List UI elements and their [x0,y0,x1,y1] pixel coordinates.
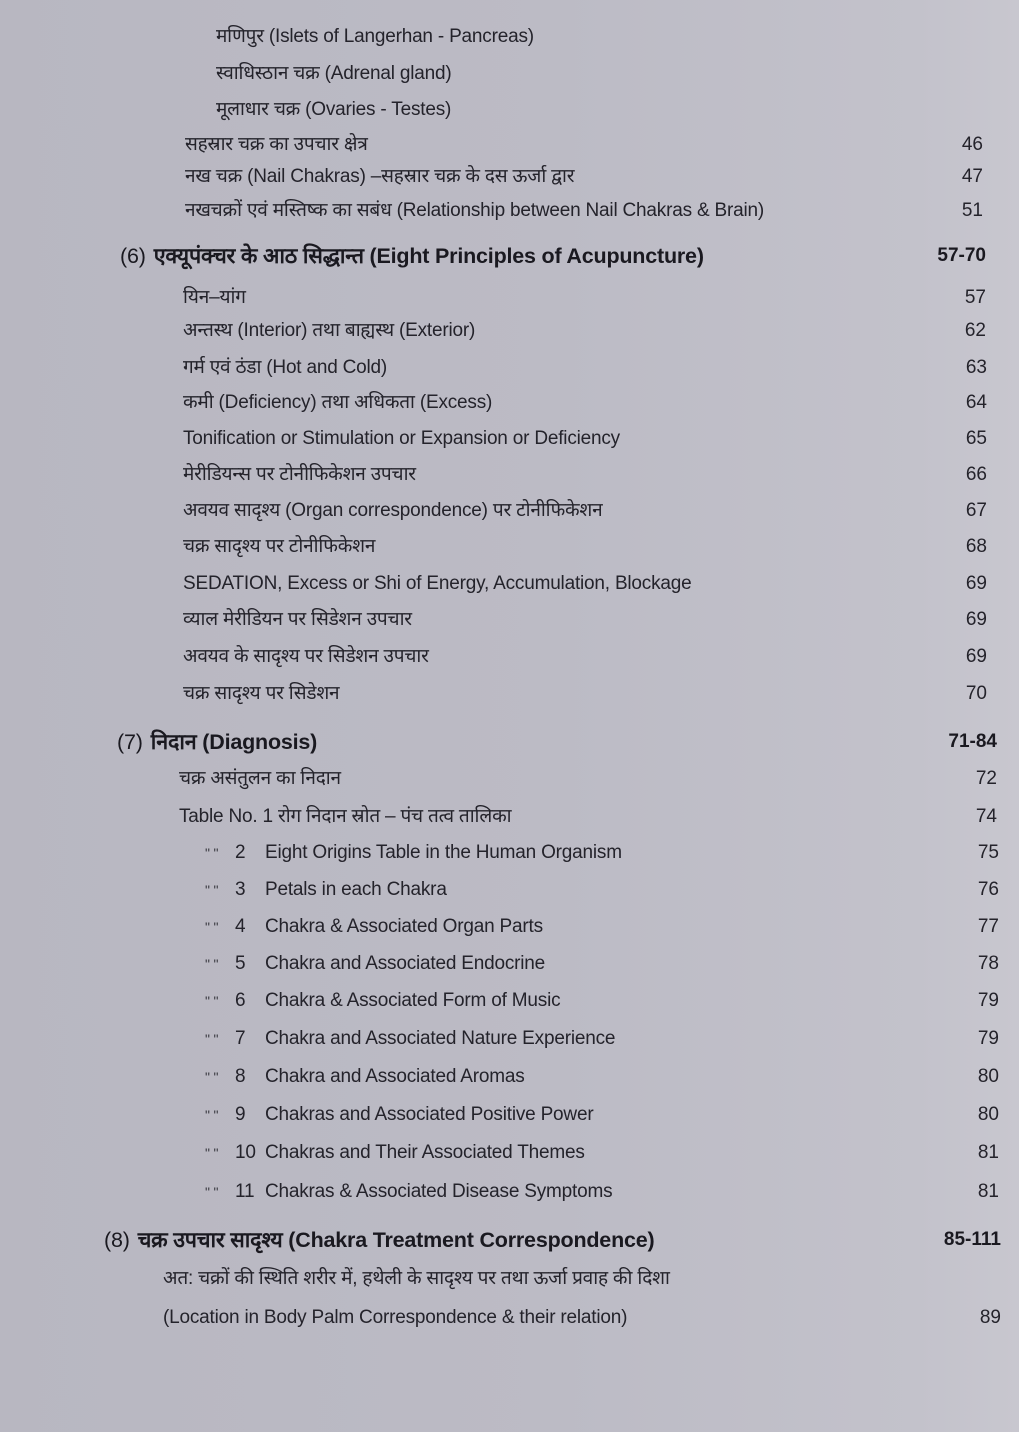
toc-entry [0,130,1019,160]
ditto-marks: " " [205,1069,219,1085]
toc-page-number: 47 [961,166,983,187]
toc-entry-text: Petals in each Chakra [265,879,447,900]
toc-page-number: 76 [977,879,999,900]
toc-page-number: 69 [965,646,987,667]
toc-entry-text: सहस्रार चक्र का उपचार क्षेत्र [185,134,368,155]
section-page-range: 85-111 [943,1229,1001,1250]
table-number: 9 [235,1104,246,1125]
toc-entry-text: Chakra and Associated Aromas [265,1066,525,1087]
section-number: (7) [117,730,143,754]
toc-entry [0,424,1019,454]
toc-entry [0,1264,1019,1294]
toc-table-entry [0,949,1019,979]
toc-entry [0,388,1019,418]
section-number: (6) [120,244,146,268]
toc-entry-text: व्याल मेरीडियन पर सिडेशन उपचार [183,609,412,630]
toc-table-entry [0,838,1019,868]
toc-section-heading [0,1225,1019,1255]
table-number: 4 [235,916,246,937]
table-number: 8 [235,1066,246,1087]
toc-entry [0,764,1019,794]
toc-entry-text: Chakras and Their Associated Themes [265,1142,585,1163]
toc-page-number: 63 [965,357,987,378]
section-page-range: 71-84 [948,731,997,752]
toc-entry-text: चक्र सादृश्य पर सिडेशन [183,683,340,704]
toc-table-entry [0,875,1019,905]
toc-page-number: 79 [977,990,999,1011]
toc-page-number: 57 [964,287,986,308]
toc-entry-text: Chakras and Associated Positive Power [265,1104,594,1125]
toc-page-number: 70 [965,683,987,704]
toc-page-number: 69 [965,609,987,630]
toc-section-heading [0,727,1019,757]
toc-entry-text: Eight Origins Table in the Human Organism [265,842,622,863]
toc-entry-text: मेरीडियन्स पर टोनीफिकेशन उपचार [183,464,416,485]
toc-entry-text: मणिपुर (Islets of Langerhan - Pancreas) [216,26,534,47]
toc-entry [0,642,1019,672]
toc-entry-text: Chakras & Associated Disease Symptoms [265,1181,613,1202]
toc-entry [0,283,1019,313]
section-number: (8) [104,1228,130,1252]
table-number: 6 [235,990,246,1011]
ditto-marks: " " [205,1031,219,1047]
toc-entry [0,162,1019,192]
toc-page-number: 81 [977,1181,999,1202]
toc-table-entry [0,1177,1019,1207]
section-title: चक्र उपचार सादृश्य (Chakra Treatment Correspondence) [137,1228,655,1252]
toc-entry-text: यिन–यांग [183,287,246,308]
ditto-marks: " " [205,919,219,935]
toc-page-number: 64 [965,392,987,413]
toc-page-number: 77 [977,916,999,937]
toc-entry-text: अवयव के सादृश्य पर सिडेशन उपचार [183,646,429,667]
toc-entry-text: चक्र असंतुलन का निदान [179,768,341,789]
toc-entry-text: Chakra & Associated Organ Parts [265,916,543,937]
toc-entry [0,95,1019,125]
toc-page-number: 74 [975,806,997,827]
toc-page-number: 75 [977,842,999,863]
toc-page-number: 46 [961,134,983,155]
ditto-marks: " " [205,845,219,861]
toc-entry-text: चक्र सादृश्य पर टोनीफिकेशन [183,536,376,557]
toc-entry-text: अत: चक्रों की स्थिति शरीर में, हथेली के सादृश्य पर तथा ऊर्जा प्रवाह की दिशा [163,1268,670,1289]
toc-table-entry [0,1024,1019,1054]
toc-section-heading [0,241,1019,271]
toc-entry-text: नखचक्रों एवं मस्तिष्क का सबंध (Relationship between Nail Chakras & Brain) [185,200,764,221]
ditto-marks: " " [205,1107,219,1123]
toc-page-number: 62 [964,320,986,341]
section-page-range: 57-70 [937,245,986,266]
toc-page-number: 72 [975,768,997,789]
toc-entry [0,679,1019,709]
ditto-marks: " " [205,882,219,898]
toc-entry [0,802,1019,832]
toc-entry-text: गर्म एवं ठंडा (Hot and Cold) [183,357,388,378]
toc-entry [0,569,1019,599]
toc-entry [0,22,1019,52]
toc-page-number: 79 [977,1028,999,1049]
table-number: 7 [235,1028,246,1049]
toc-page-number: 66 [965,464,987,485]
toc-entry [0,496,1019,526]
toc-entry-text: Chakra & Associated Form of Music [265,990,561,1011]
section-title: निदान (Diagnosis) [150,730,318,754]
ditto-marks: " " [205,1184,219,1200]
table-number: 3 [235,879,246,900]
toc-page-number: 67 [965,500,987,521]
toc-table-entry [0,1138,1019,1168]
ditto-marks: " " [205,993,219,1009]
toc-entry [0,59,1019,89]
toc-entry-text: नख चक्र (Nail Chakras) –सहस्रार चक्र के दस ऊर्जा द्वार [185,166,575,187]
toc-entry-text: SEDATION, Excess or Shi of Energy, Accumulation, Blockage [183,573,692,594]
toc-entry-text: स्वाधिस्ठान चक्र (Adrenal gland) [216,63,452,84]
table-number: 10 [235,1142,256,1163]
toc-entry-text: (Location in Body Palm Correspondence & their relation) [163,1307,628,1328]
toc-entry-text: Chakra and Associated Nature Experience [265,1028,616,1049]
toc-entry [0,1303,1019,1333]
ditto-marks: " " [205,956,219,972]
toc-page-number: 89 [979,1307,1001,1328]
toc-entry [0,196,1019,226]
toc-page-number: 69 [965,573,987,594]
toc-table-entry [0,1062,1019,1092]
toc-entry-text: अन्तस्थ (Interior) तथा बाह्यस्थ (Exterior) [183,320,476,341]
toc-table-entry [0,912,1019,942]
toc-entry [0,353,1019,383]
toc-table-entry [0,1100,1019,1130]
toc-page-number: 65 [965,428,987,449]
toc-entry-text: Chakra and Associated Endocrine [265,953,546,974]
toc-page-number: 80 [977,1066,999,1087]
toc-entry [0,316,1019,346]
toc-page-number: 78 [977,953,999,974]
table-number: 5 [235,953,246,974]
toc-entry-text: मूलाधार चक्र (Ovaries - Testes) [216,99,452,120]
toc-entry [0,460,1019,490]
toc-page-number: 80 [977,1104,999,1125]
ditto-marks: " " [205,1145,219,1161]
toc-entry [0,532,1019,562]
toc-table-entry [0,986,1019,1016]
toc-page-number: 51 [961,200,983,221]
toc-entry-text: Table No. 1 रोग निदान स्रोत – पंच तत्व तालिका [179,806,512,827]
section-title: एक्यूपंक्चर के आठ सिद्धान्त (Eight Principles of Acupuncture) [153,244,704,268]
toc-entry-text: Tonification or Stimulation or Expansion or Deficiency [183,428,620,449]
toc-page-number: 81 [977,1142,999,1163]
toc-entry [0,605,1019,635]
toc-entry-text: कमी (Deficiency) तथा अधिकता (Excess) [183,392,493,413]
table-number: 11 [235,1181,255,1202]
toc-page-number: 68 [965,536,987,557]
toc-entry-text: अवयव सादृश्य (Organ correspondence) पर टोनीफिकेशन [183,500,603,521]
table-number: 2 [235,842,246,863]
